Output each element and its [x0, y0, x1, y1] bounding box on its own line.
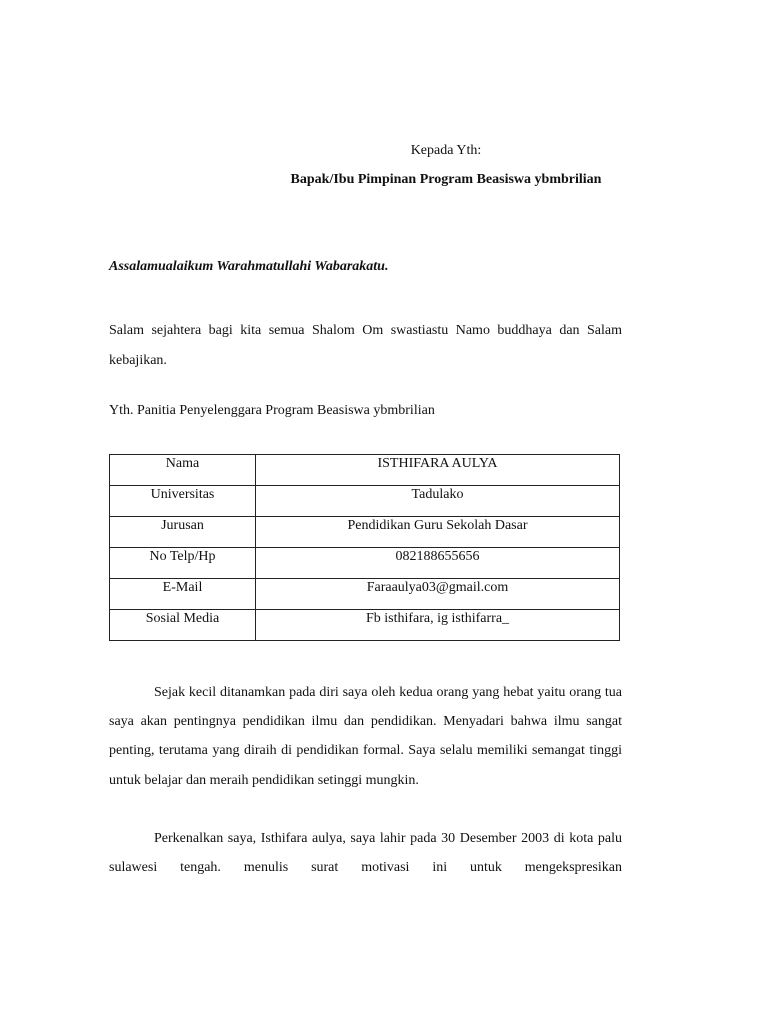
row-value: Faraaulya03@gmail.com — [256, 579, 620, 610]
committee-line: Yth. Panitia Penyelenggara Program Beasiswa ybmbrilian — [109, 403, 435, 418]
table-row — [110, 548, 620, 579]
row-value: Tadulako — [256, 486, 620, 517]
recipient-line-1: Kepada Yth: — [410, 143, 482, 158]
row-value: ISTHIFARA AULYA — [256, 455, 620, 486]
greeting-paragraph: Salam sejahtera bagi kita semua Shalom Om swastiastu Namo buddhaya dan Salam kebajikan. — [109, 323, 622, 368]
body-paragraph-2: Perkenalkan saya, Isthifara aulya, saya lahir pada 30 Desember 2003 di kota palu sulawesi tengah. menulis surat motivasi ini untuk mengekspresikan — [109, 831, 622, 876]
applicant-info-table — [109, 454, 620, 641]
recipient-line-2: Bapak/Ibu Pimpinan Program Beasiswa ybmbrilian — [290, 172, 602, 187]
table-row — [110, 455, 620, 486]
salutation: Assalamualaikum Warahmatullahi Wabarakatu. — [109, 259, 389, 274]
row-label: Universitas — [110, 486, 256, 517]
row-label: E-Mail — [110, 579, 256, 610]
row-label: Nama — [110, 455, 256, 486]
row-label: No Telp/Hp — [110, 548, 256, 579]
table-row — [110, 517, 620, 548]
table-row — [110, 610, 620, 641]
row-value: 082188655656 — [256, 548, 620, 579]
table-row — [110, 486, 620, 517]
row-label: Jurusan — [110, 517, 256, 548]
body-paragraph-1: Sejak kecil ditanamkan pada diri saya oleh kedua orang yang hebat yaitu orang tua saya akan pentingnya pendidikan ilmu dan pendidikan. Menyadari bahwa ilmu sangat penting, terutama yang diraih di pendidikan formal. Saya selalu memiliki semangat tinggi untuk belajar dan meraih pendidikan setinggi mungkin. — [109, 685, 622, 788]
row-value: Fb isthifara, ig isthifarra_ — [256, 610, 620, 641]
row-label: Sosial Media — [110, 610, 256, 641]
row-value: Pendidikan Guru Sekolah Dasar — [256, 517, 620, 548]
table-row — [110, 579, 620, 610]
